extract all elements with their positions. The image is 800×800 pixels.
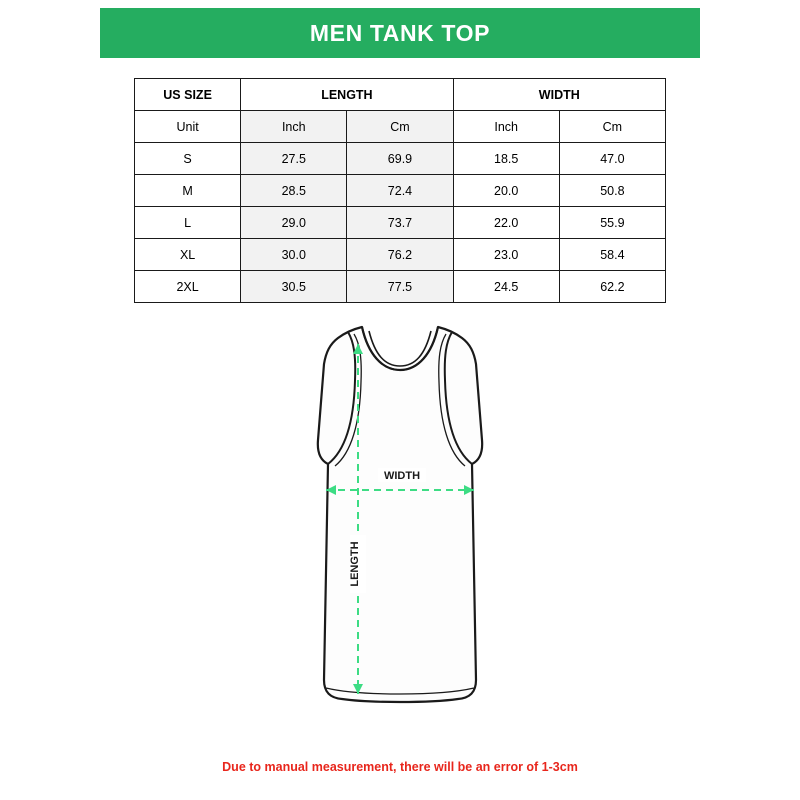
row-size: XL xyxy=(135,239,241,271)
table-unit-row xyxy=(135,111,666,143)
table-row xyxy=(135,207,666,239)
row-size: L xyxy=(135,207,241,239)
unit-width-cm: Cm xyxy=(559,111,665,143)
unit-label: Unit xyxy=(135,111,241,143)
row-width-cm: 58.4 xyxy=(559,239,665,271)
table-row xyxy=(135,239,666,271)
row-length-inch: 29.0 xyxy=(241,207,347,239)
row-length-cm: 73.7 xyxy=(347,207,453,239)
length-label: LENGTH xyxy=(349,541,361,587)
row-length-inch: 28.5 xyxy=(241,175,347,207)
row-length-cm: 77.5 xyxy=(347,271,453,303)
column-header-length: LENGTH xyxy=(241,79,453,111)
row-width-inch: 22.0 xyxy=(453,207,559,239)
row-size: 2XL xyxy=(135,271,241,303)
header-banner xyxy=(100,8,700,58)
tank-top-body-outline xyxy=(318,327,482,702)
row-width-cm: 55.9 xyxy=(559,207,665,239)
column-header-width: WIDTH xyxy=(453,79,665,111)
row-width-cm: 47.0 xyxy=(559,143,665,175)
row-length-cm: 76.2 xyxy=(347,239,453,271)
row-width-inch: 23.0 xyxy=(453,239,559,271)
table-row xyxy=(135,175,666,207)
row-length-inch: 30.0 xyxy=(241,239,347,271)
row-width-cm: 50.8 xyxy=(559,175,665,207)
unit-length-inch: Inch xyxy=(241,111,347,143)
column-header-us-size: US SIZE xyxy=(135,79,241,111)
row-size: M xyxy=(135,175,241,207)
row-length-cm: 72.4 xyxy=(347,175,453,207)
row-length-inch: 30.5 xyxy=(241,271,347,303)
row-width-inch: 24.5 xyxy=(453,271,559,303)
measurement-disclaimer: Due to manual measurement, there will be an error of 1-3cm xyxy=(222,760,578,774)
unit-length-cm: Cm xyxy=(347,111,453,143)
row-size: S xyxy=(135,143,241,175)
table-row xyxy=(135,143,666,175)
table-group-header-row xyxy=(135,79,666,111)
row-length-cm: 69.9 xyxy=(347,143,453,175)
width-label: WIDTH xyxy=(383,470,421,482)
row-length-inch: 27.5 xyxy=(241,143,347,175)
row-width-cm: 62.2 xyxy=(559,271,665,303)
size-table-container xyxy=(134,78,666,303)
row-width-inch: 20.0 xyxy=(453,175,559,207)
row-width-inch: 18.5 xyxy=(453,143,559,175)
garment-illustration xyxy=(250,320,550,730)
page-title: MEN TANK TOP xyxy=(309,19,491,46)
unit-width-inch: Inch xyxy=(453,111,559,143)
table-row xyxy=(135,271,666,303)
size-table xyxy=(134,78,666,303)
